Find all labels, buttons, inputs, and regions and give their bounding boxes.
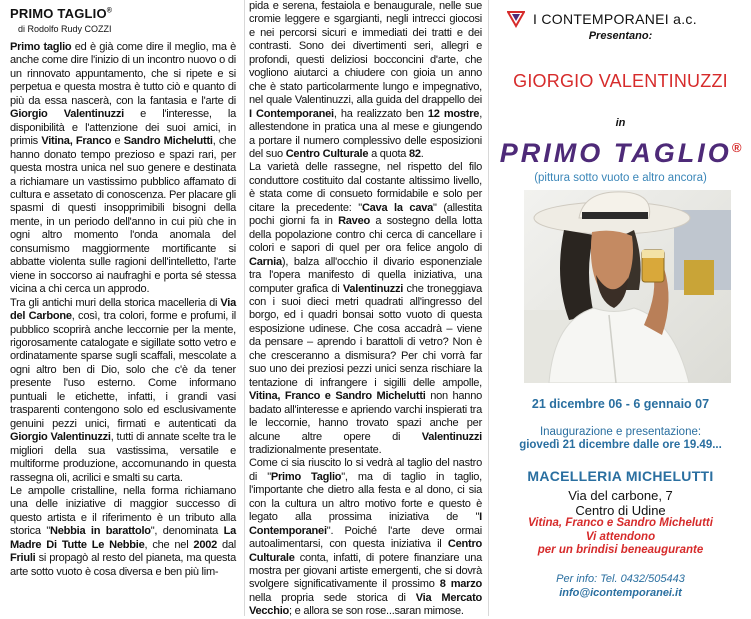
- article-column-1: [0, 0, 242, 616]
- paragraph: Le ampolle cristalline, nella forma richiamano una delle iniziative di maggior successo di questo artista e il riferimento è un tributo alla storica "Nebbia in barattolo", denominata La Madre Di Tutte Le Nebbie, che nel 2002 dal Friuli si propagò al resto del pianeta, ma questa arte sotto vuoto è cosa diversa e ben più lim-: [10, 484, 236, 578]
- paragraph: Primo taglio ed è già come dire il meglio, ma è anche come dire l'inizio di un incontro nuovo o di un rinnovato appuntamento, che si ripete e si perpetua e questa mostra è tutto ciò e quanto di più da essa nascerà, con la fantasia e l'arte di Giorgio Valentinuzzi e l'interesse, la disponibilità e l'attenzione dei suoi amici, in primis Vitina, Franco e Sandro Michelutti, che hanno donato tempo prezioso e spazi rari, per questa mostra unica nel suo genere e destinata a richiamare un vastissimo pubblico affamato di cultura e assetato di conoscenza. Per placare gli spasmi di questi insopprimibili bisogni della mente, in un periodo dell'anno in cui più che in ogni altro momento l'onda anomala del consumismo maggiormente mortificante si abbatte violenta sulle ragioni dell'intelletto, l'arte viene in soccorso ai naufraghi e porta sé stessa vicina a chi cerca un approdo.: [10, 41, 236, 296]
- venue-street: Via del carbone, 7: [568, 488, 673, 503]
- hosts-message: [489, 517, 751, 558]
- artist-name: GIORGIO VALENTINUZZI: [513, 71, 728, 91]
- emphasis-text: 2002: [193, 538, 217, 551]
- invitation-column: [488, 0, 751, 616]
- emphasis-text: Giorgio Valentinuzzi: [10, 431, 111, 444]
- emphasis-text: 82: [409, 147, 421, 160]
- venue-city: Centro di Udine: [575, 503, 666, 518]
- emphasis-text: Valentinuzzi: [421, 430, 482, 443]
- show-title: [489, 138, 751, 169]
- organization-logo-icon: [507, 10, 525, 28]
- article-column-2: [244, 0, 486, 616]
- artist-photo: [524, 190, 731, 383]
- contact-info: [489, 573, 751, 600]
- emphasis-text: Centro Culturale: [285, 147, 369, 160]
- emphasis-text: 12 mostre: [427, 107, 480, 120]
- paragraph: La varietà delle rassegne, nel rispetto del filo conduttore costituito dal costante altissimo livello, è stata come di consueto formidabile e solo per citare la precedente: "Cava la cava" (allestita pochi giorni fa in Raveo a sostegno della lotta della popolazione contro chi cerca di cancellare i colori e sapori di quel per ora felice angolo di Carnia), balza all'occhio il divario esponenziale tra l'opera manifesto di quella iniziativa, una computer grafica di Valentinuzzi che troneggiava con i suoi dieci metri quadrati all'ingresso del borgo, ed i quadri bonsai sotto vuoto di questa esposizione udinese. Che cosa accadrà – viene da pensare – aprendo i barattoli di vetro? Non è che cresceranno a dismisura? Per chi vorrà far suo uno dei preziosi pezzi unici senza rischiare la tentazione di infrangere i sigilli delle ampolle, Vitina, Franco e Sandro Michelutti non hanno badato all'interesse e apriendo varchi inspierati tra le leccornie, hanno trovato spazi anche per alcune altre opere di Valentinuzzi tradizionalmente presentate.: [249, 161, 482, 456]
- paragraph: Come ci sia riuscito lo si vedrà al taglio del nastro di "Primo Taglio", ma di taglio in taglio, l'importante che dietro alla festa e al dono, ci sia con la cultura un altro motivo forte e questo è legato alla prossima iniziativa de "I Contemporanei". Poiché l'arte deve ormai autoalimentarsi, con questa iniziativa il Centro Culturale conta, infatti, di potere finanziare una mostra per giovani artiste emergenti, che si dovrà svolgere significativamente il prossimo 8 marzo nella propria sede storica di Via Mercato Vecchio; e allora se son rose...saran mimose.: [249, 457, 483, 618]
- emphasis-text: Friuli: [10, 552, 36, 565]
- article-title: [10, 6, 236, 21]
- emphasis-text: Primo Taglio: [270, 470, 342, 483]
- emphasis-text: Via del Carbone: [10, 296, 236, 323]
- show-registered-mark: ®: [731, 140, 742, 155]
- show-title-text: PRIMO TAGLIO: [499, 138, 732, 168]
- emphasis-text: I Contemporanei: [249, 107, 334, 120]
- paragraph: Tra gli antichi muri della storica macelleria di Via del Carbone, così, tra colori, forme e profumi, il pubblico scoprirà anche leccornie per la mente, rigorosamente catalogate e sigillate sotto vetro e ordinatamente sparse sugli scaffali, mescolate a ogni altro ben di Dio, solo che c'è da tener presente l'uso esterno. Come informano puntuali le etichette, infatti, i grandi vasi trasparenti contengono solo ed esclusivamente genuini pezzi unici, firmati e autenticati da Giorgio Valentinuzzi, tutti di annate scelte tra le migliori della sua vastissima, versatile e multiforme produzione, accomunando in questa rassegna oli, acrilici e smalti su carta.: [10, 296, 237, 484]
- emphasis-text: Valentinuzzi: [342, 282, 404, 295]
- inauguration-label: Inaugurazione e presentazione:: [539, 426, 702, 438]
- emphasis-text: Sandro Michelutti: [123, 135, 213, 148]
- byline: di Rodolfo Rudy COZZI: [18, 24, 112, 34]
- inauguration-info: [489, 426, 751, 452]
- in-label: in: [615, 117, 626, 129]
- emphasis-text: Carnia: [249, 255, 282, 268]
- presents-label: Presentano:: [588, 30, 653, 42]
- emphasis-text: Via Mercato Vecchio: [249, 591, 482, 618]
- emphasis-text: Vitina, Franco: [41, 135, 112, 148]
- emphasis-text: Centro Culturale: [249, 538, 482, 564]
- emphasis-text: I Contemporanei: [249, 511, 482, 537]
- emphasis-text: Raveo: [338, 215, 370, 228]
- emphasis-text: Nebbia in barattolo: [50, 525, 151, 538]
- hosts-toast: per un brindisi beneaugurante: [537, 544, 704, 556]
- inauguration-date: giovedì 21 dicembre dalle ore 19.49...: [519, 439, 722, 451]
- emphasis-text: Vitina, Franco e Sandro Michelutti: [249, 390, 426, 403]
- emphasis-text: Cava la cava: [361, 201, 433, 214]
- hosts-names: Vitina, Franco e Sandro Michelutti: [528, 517, 713, 529]
- registered-mark: ®: [106, 7, 113, 15]
- article-title-text: PRIMO TAGLIO: [10, 6, 107, 21]
- event-dates: 21 dicembre 06 - 6 gennaio 07: [531, 397, 710, 411]
- venue-name: MACELLERIA MICHELUTTI: [527, 468, 714, 484]
- organization-name: I CONTEMPORANEI a.c.: [533, 11, 697, 27]
- paragraph: pida e serena, festaiola e benaugurale, nelle sue cromie leggere e sgargianti, negli intrecci giocosi e nei percorsi sicuri e immediati dei tratti e dei contrasti. Sono dei divertimenti seri, allegri e profondi, questi deliziosi bocconcini d'arte, che vogliono aiutarci a chiudere con gioia un anno che è stato particolarmente lungo e impegnativo, nel quale Valentinuzzi, alla guida del drappello dei I Contemporanei, ha realizzato ben 12 mostre, allestendone in pratica una al mese e giungendo a portare il numero complessivo delle esposizioni del suo Centro Culturale a quota 82.: [249, 0, 483, 160]
- emphasis-text: La Madre Di Tutte Le Nebbie: [10, 525, 236, 551]
- emphasis-text: Primo taglio: [10, 41, 72, 53]
- contact-phone: Per info: Tel. 0432/505443: [556, 573, 685, 585]
- contact-email[interactable]: info@icontemporanei.it: [559, 586, 682, 599]
- hosts-await: Vi attendono: [585, 530, 656, 543]
- show-subtitle: (pittura sotto vuoto e altro ancora): [534, 172, 707, 184]
- emphasis-text: Giorgio Valentinuzzi: [10, 108, 124, 121]
- emphasis-text: 8 marzo: [439, 578, 483, 591]
